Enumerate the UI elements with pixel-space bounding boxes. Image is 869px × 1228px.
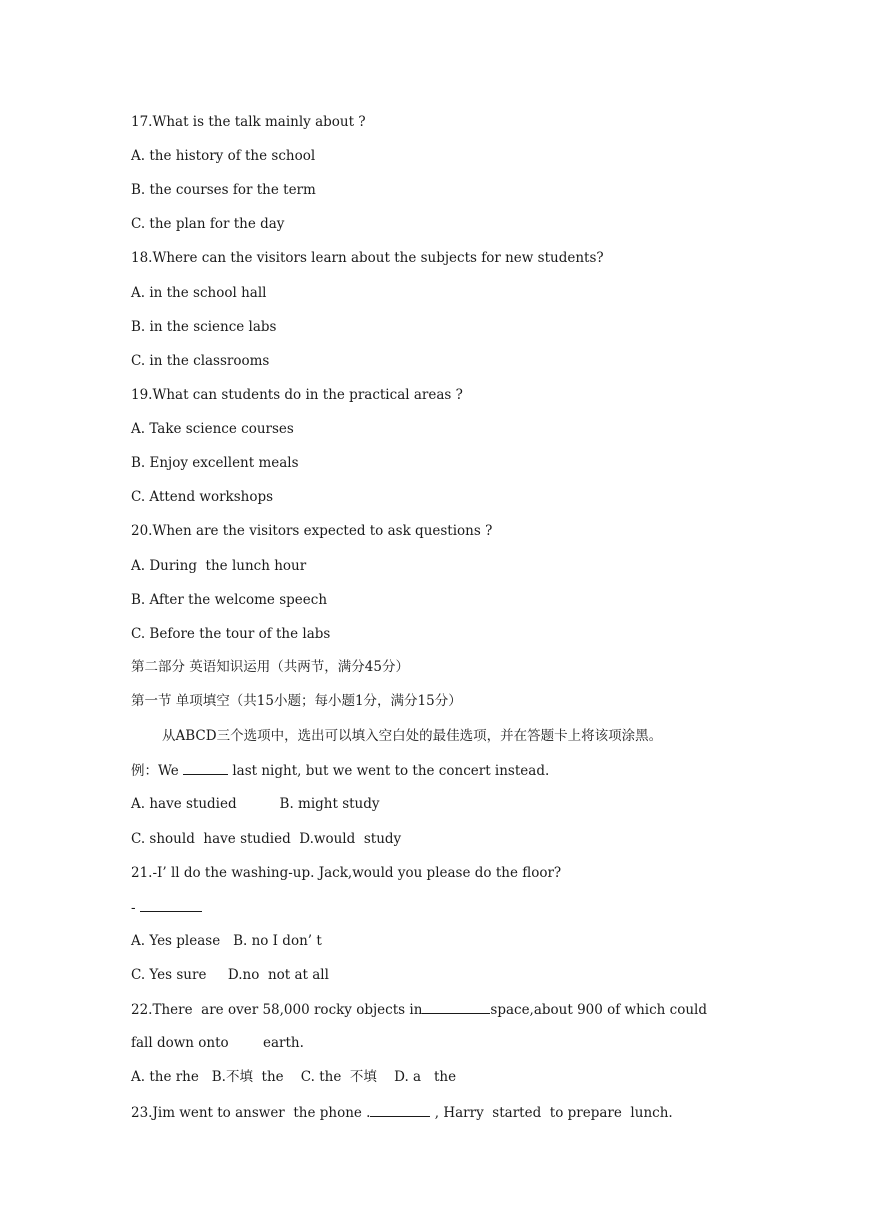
question-22-post: space,about 900 of which could (490, 1002, 708, 1018)
option-20b: B. After the welcome speech (131, 592, 328, 608)
question-22 (131, 999, 707, 1020)
answer-blank (183, 760, 228, 775)
question-18: 18.Where can the visitors learn about the subjects for new students? (131, 250, 604, 266)
example-pre: 例：We (131, 763, 184, 779)
answer-blank (422, 999, 490, 1014)
question-21-response (131, 897, 202, 918)
question-17: 17.What is the talk mainly about ? (131, 114, 366, 130)
option-17b: B. the courses for the term (131, 182, 316, 198)
option-18b: B. in the science labs (131, 319, 277, 335)
question-23-post: , Harry started to prepare lunch. (430, 1105, 673, 1121)
option-18a: A. in the school hall (131, 285, 267, 301)
instruction-text: 从ABCD三个选项中，选出可以填入空白处的最佳选项，并在答题卡上将该项涂黑。 (162, 728, 663, 744)
option-20c: C. Before the tour of the labs (131, 626, 331, 642)
answer-blank (140, 897, 202, 912)
option-20a: A. During the lunch hour (131, 558, 307, 574)
options-21-ab: A. Yes please B. no I don’ t (131, 933, 322, 949)
option-19b: B. Enjoy excellent meals (131, 455, 299, 471)
question-23-pre: 23.Jim went to answer the phone . (131, 1105, 371, 1121)
options-21-cd: C. Yes sure D.no not at all (131, 967, 329, 983)
option-17a: A. the history of the school (131, 148, 316, 164)
question-23 (131, 1102, 673, 1123)
option-17c: C. the plan for the day (131, 216, 285, 232)
option-19a: A. Take science courses (131, 421, 294, 437)
option-18c: C. in the classrooms (131, 353, 270, 369)
example-options-cd: C. should have studied D.would study (131, 831, 402, 847)
example-post: last night, but we went to the concert instead. (228, 763, 550, 779)
response-dash: - (131, 900, 140, 916)
part-heading: 第一节 单项填空（共15小题；每小题1分，满分15分） (131, 693, 462, 709)
question-20: 20.When are the visitors expected to ask questions ? (131, 523, 493, 539)
answer-blank (370, 1102, 430, 1117)
section-heading: 第二部分 英语知识运用（共两节，满分45分） (131, 659, 409, 675)
example-sentence (131, 760, 549, 781)
question-19: 19.What can students do in the practical areas ? (131, 387, 463, 403)
example-options-ab: A. have studied B. might study (131, 796, 380, 812)
option-19c: C. Attend workshops (131, 489, 274, 505)
options-22: A. the rhe B.不填 the C. the 不填 D. a the (131, 1069, 457, 1085)
question-21: 21.-I’ ll do the washing-up. Jack,would you please do the floor? (131, 865, 562, 881)
question-22-cont: fall down onto earth. (131, 1035, 304, 1051)
question-22-pre: 22.There are over 58,000 rocky objects in (131, 1002, 423, 1018)
